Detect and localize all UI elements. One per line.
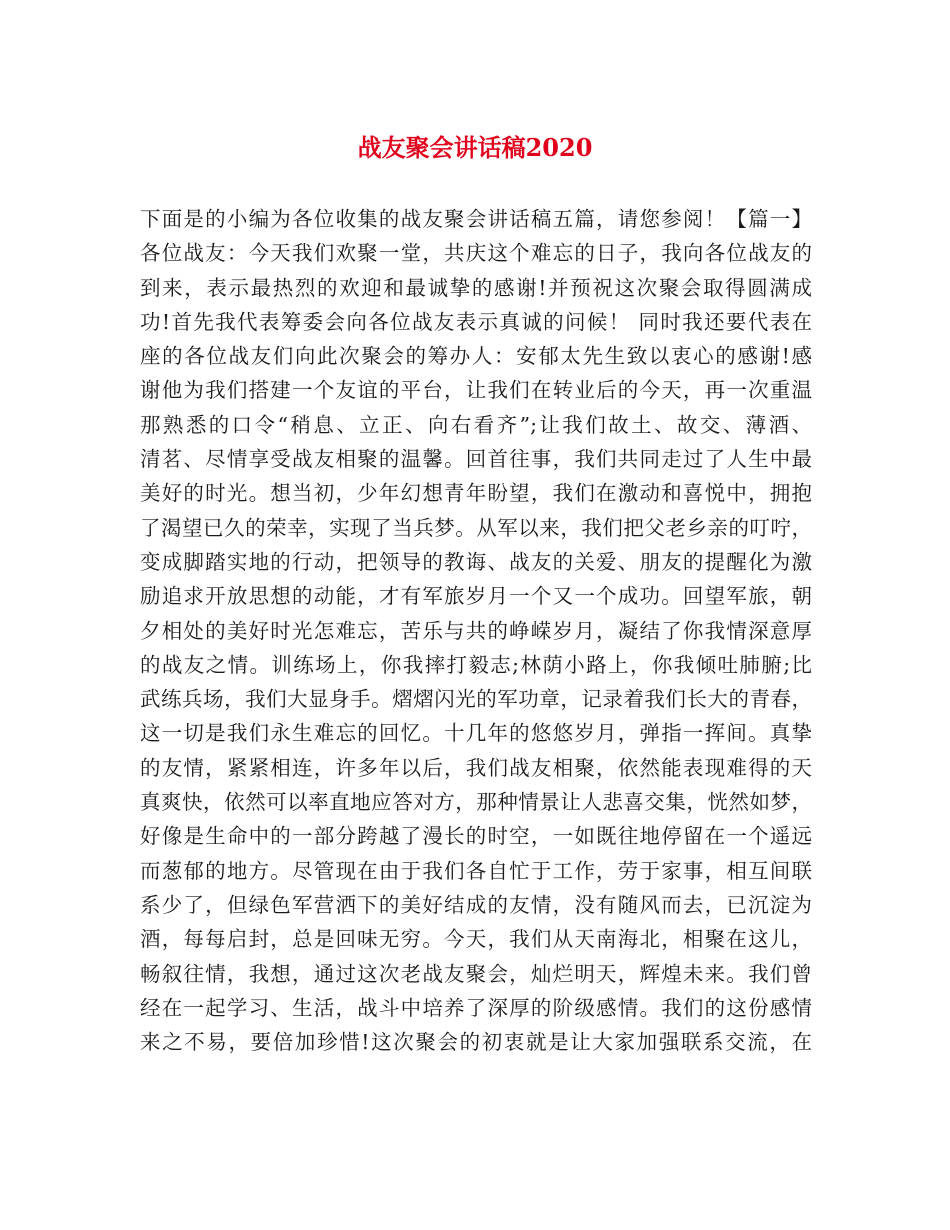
body-line: 的友情，紧紧相连，许多年以后，我们战友相聚，依然能表现难得的天 [140, 755, 812, 780]
body-line: 美好的时光。想当初，少年幻想青年盼望，我们在激动和喜悦中，拥抱 [140, 481, 812, 506]
body-line: 下面是的小编为各位收集的战友聚会讲话稿五篇，请您参阅！【篇一】 [140, 207, 812, 231]
document-body [140, 202, 812, 1059]
body-line: 的战友之情。训练场上，你我摔打毅志;林荫小路上，你我倾吐肺腑;比 [140, 652, 812, 677]
body-line: 系少了，但绿色军营洒下的美好结成的友情，没有随风而去，已沉淀为 [140, 892, 812, 917]
body-line: 武练兵场，我们大显身手。熠熠闪光的军功章，记录着我们长大的青春， [140, 687, 812, 712]
document-title: 战友聚会讲话稿2020 [357, 133, 593, 162]
body-line: 谢他为我们搭建一个友谊的平台，让我们在转业后的今天，再一次重温 [140, 378, 812, 403]
body-line: 到来，表示最热烈的欢迎和最诚挚的感谢!并预祝这次聚会取得圆满成 [140, 275, 812, 300]
body-line: 畅叙往情，我想，通过这次老战友聚会，灿烂明天，辉煌未来。我们曾 [140, 961, 812, 986]
body-line: 各位战友：今天我们欢聚一堂，共庆这个难忘的日子，我向各位战友的 [140, 241, 812, 266]
body-line: 好像是生命中的一部分跨越了漫长的时空，一如既往地停留在一个遥远 [140, 824, 812, 849]
body-line: 酒，每每启封，总是回味无穷。今天，我们从天南海北，相聚在这儿， [140, 927, 812, 952]
body-line: 来之不易，要倍加珍惜!这次聚会的初衷就是让大家加强联系交流，在 [140, 1030, 812, 1055]
body-line: 座的各位战友们向此次聚会的筹办人：安郁太先生致以衷心的感谢!感 [140, 344, 812, 369]
body-line: 了渴望已久的荣幸，实现了当兵梦。从军以来，我们把父老乡亲的叮咛， [140, 515, 812, 540]
body-line: 经在一起学习、生活，战斗中培养了深厚的阶级感情。我们的这份感情 [140, 995, 812, 1020]
body-line: 功!首先我代表筹委会向各位战友表示真诚的问候！ 同时我还要代表在 [140, 309, 812, 334]
body-line: 这一切是我们永生难忘的回忆。十几年的悠悠岁月，弹指一挥间。真挚 [140, 721, 812, 746]
body-line: 清茗、尽情享受战友相聚的温馨。回首往事，我们共同走过了人生中最 [140, 447, 812, 472]
body-line: 那熟悉的口令“稍息、立正、向右看齐”;让我们故土、故交、薄酒、 [140, 412, 812, 437]
body-line: 真爽快，依然可以率直地应答对方，那种情景让人悲喜交集，恍然如梦， [140, 790, 812, 815]
body-line: 而葱郁的地方。尽管现在由于我们各自忙于工作，劳于家事，相互间联 [140, 858, 812, 883]
body-line: 励追求开放思想的动能，才有军旅岁月一个又一个成功。回望军旅，朝 [140, 584, 812, 609]
body-line: 变成脚踏实地的行动，把领导的教诲、战友的关爱、朋友的提醒化为激 [140, 549, 812, 574]
body-line: 夕相处的美好时光怎难忘，苦乐与共的峥嵘岁月，凝结了你我情深意厚 [140, 618, 812, 643]
